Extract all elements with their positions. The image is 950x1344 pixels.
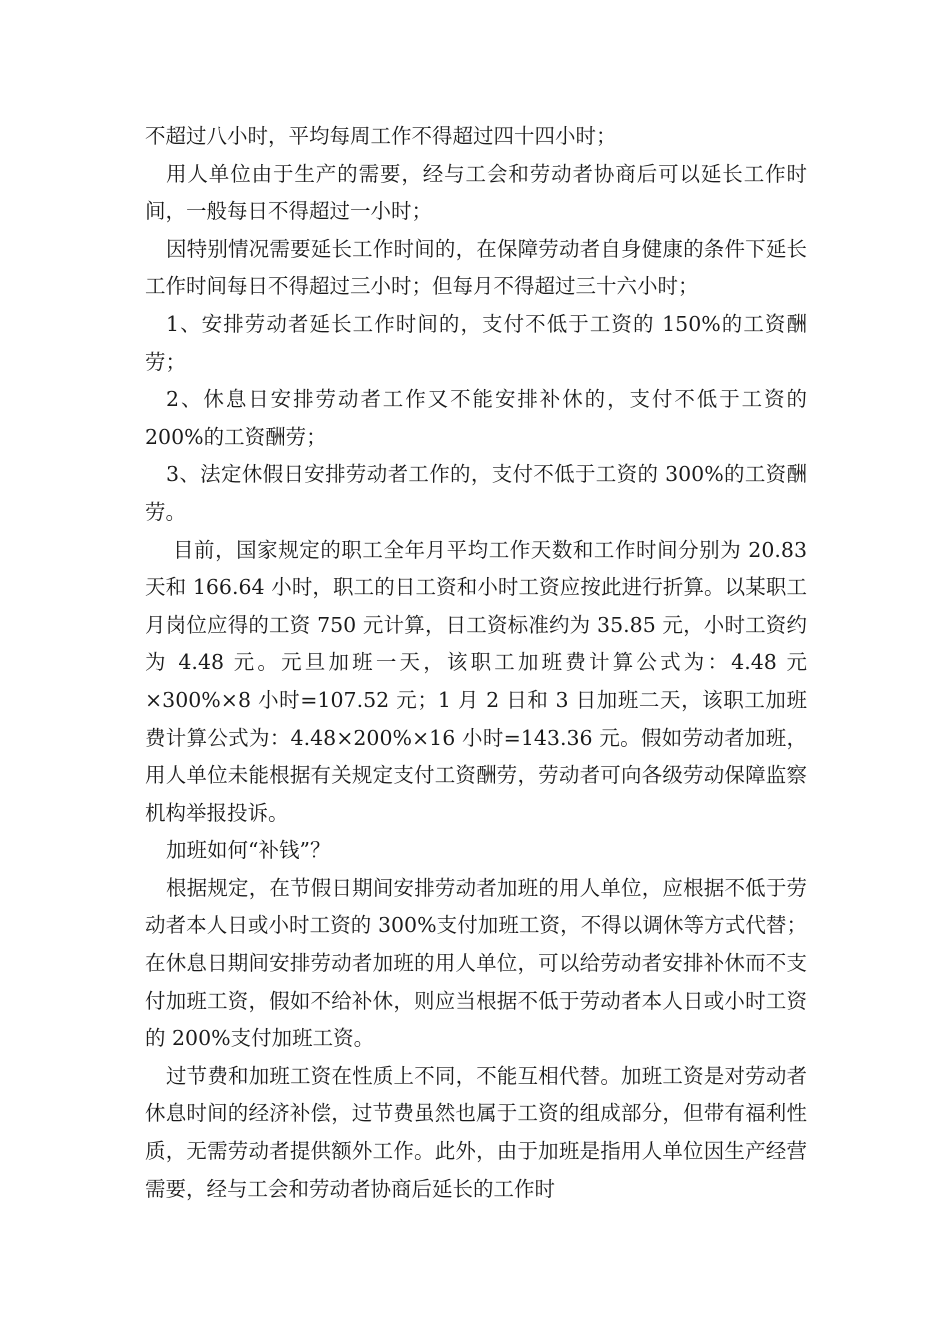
paragraph-working-hours-limit: 不超过八小时，平均每周工作不得超过四十四小时； — [145, 124, 617, 148]
document-body — [145, 118, 807, 1208]
list-item-rest-day-200: 2、休息日安排劳动者工作又不能安排补休的，支付不低于工资的 200%的工资酬劳； — [145, 387, 807, 449]
paragraph-extension-rule: 用人单位由于生产的需要，经与工会和劳动者协商后可以延长工作时间，一般每日不得超过一小时； — [145, 161, 807, 224]
paragraph-holiday-bonus-difference: 过节费和加班工资在性质上不同，不能互相代替。加班工资是对劳动者休息时间的经济补偿，过节费虽然也属于工资的组成部分，但带有福利性质，无需劳动者提供额外工作。此外，由于加班是指用人单位因生产经营需要，经与工会和劳动者协商后延长的工作时 — [145, 1063, 807, 1201]
list-item-holiday-300: 3、法定休假日安排劳动者工作的，支付不低于工资的 300%的工资酬劳。 — [145, 462, 807, 524]
section-heading-compensation: 加班如何“补钱”？ — [166, 838, 331, 863]
paragraph-compensation-rules: 根据规定，在节假日期间安排劳动者加班的用人单位，应根据不低于劳动者本人日或小时工资的 300%支付加班工资，不得以调休等方式代替；在休息日期间安排劳动者加班的用人单位，可以给劳动者安排补休而不支付加班工资，假如不给补休，则应当根据不低于劳动者本人日或小时工资的 200%支付加班工资。 — [145, 875, 807, 1051]
paragraph-special-circumstances: 因特别情况需要延长工作时间的，在保障劳动者自身健康的条件下延长工作时间每日不得超过三小时；但每月不得超过三十六小时； — [145, 236, 807, 299]
paragraph-wage-calculation: 目前，国家规定的职工全年月平均工作天数和工作时间分别为 20.83 天和 166.64 小时，职工的日工资和小时工资应按此进行折算。以某职工月岗位应得的工资 750 元计算，日工资标准约为 35.85 元，小时工资约为 4.48 元。元旦加班一天，该职工加班费计算公式为：4.48 元×300%×8 小时=107.52 元；1 月 2 日和 3 日加班二天，该职工加班费计算公式为：4.48×200%×16 小时=143.36 元。假如劳动者加班，用人单位未能根据有关规定支付工资酬劳，劳动者可向各级劳动保障监察机构举报投诉。 — [145, 537, 807, 825]
list-item-overtime-150: 1、安排劳动者延长工作时间的，支付不低于工资的 150%的工资酬劳； — [145, 311, 807, 374]
